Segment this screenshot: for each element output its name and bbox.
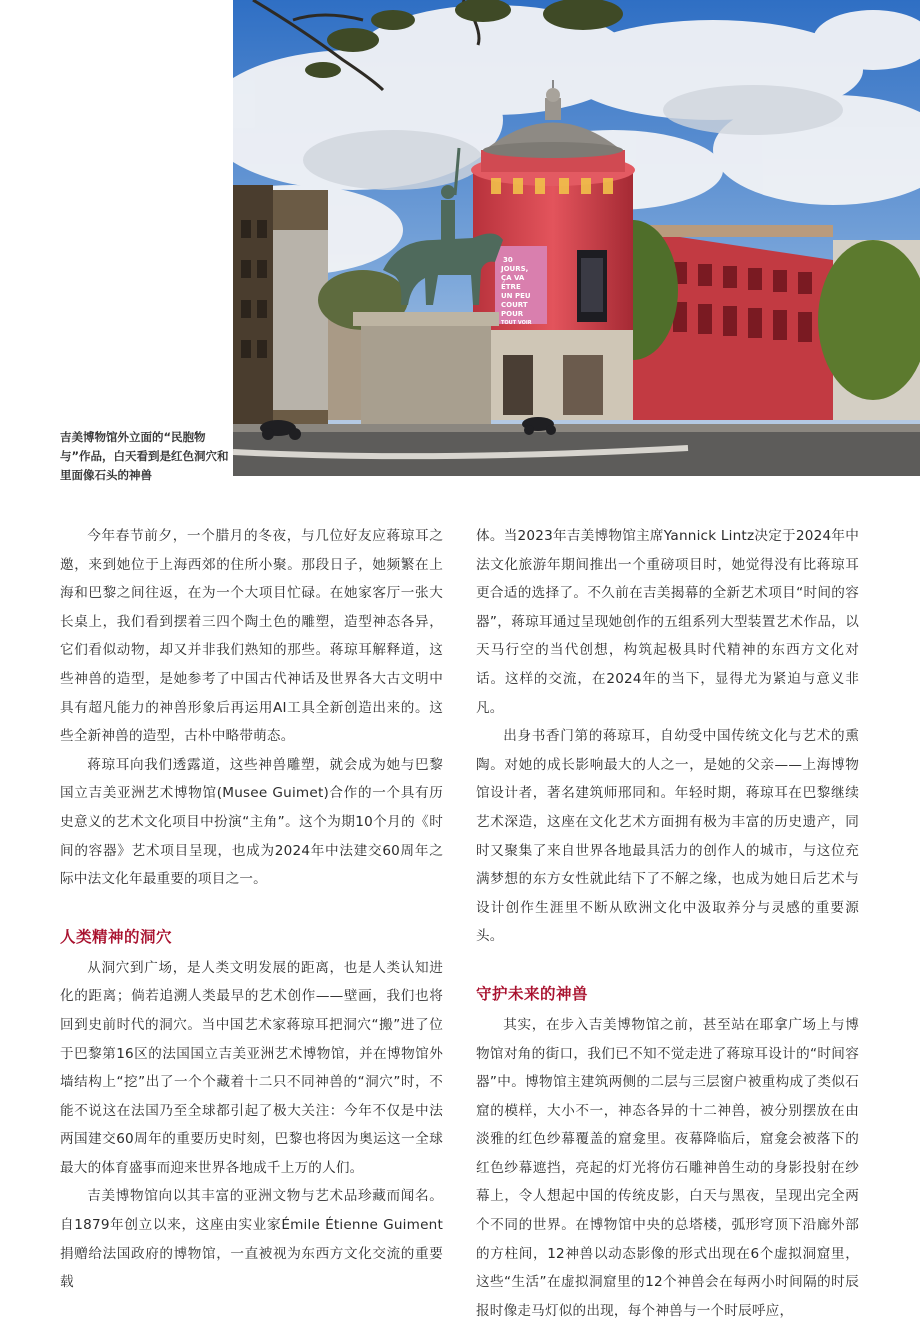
svg-text:ÊTRE: ÊTRE [501,283,521,291]
museum-photo [233,0,920,476]
section-heading: 人类精神的洞穴 [60,926,173,946]
paragraph: 体。当2023年吉美博物馆主席Yannick Lintz决定于2024年中法文化旅游年期间推出一个重磅项目时，她觉得没有比蒋琼耳更合适的选择了。不久前在吉美揭幕的全新艺术项目“时间的容器”，蒋琼耳通过呈现她创作的五组系列大型装置艺术作品，以天马行空的当代创想，构筑起极具时代精神的东西方文化对话。这样的交流，在2024年的当下，显得尤为紧迫与意义非凡。 [476,528,859,716]
svg-text:ÇA VA: ÇA VA [501,274,525,282]
paragraph: 出身书香门第的蒋琼耳，自幼受中国传统文化与艺术的熏陶。对她的成长影响最大的人之一，是她的父亲——上海博物馆设计者，著名建筑师邢同和。年轻时期，蒋琼耳在巴黎继续艺术深造，这座在文化艺术方面拥有极为丰富的历史遗产，同时又聚集了来自世界各地最具活力的创作人的城市，与这位充满梦想的东方女性就此结下了不解之缘，也成为她日后艺术与设计创作生涯里不断从欧洲文化中汲取养分与灵感的重要源头。 [476,728,859,945]
svg-text:POUR: POUR [501,310,524,318]
svg-text:UN PEU: UN PEU [501,292,531,300]
paragraph: 其实，在步入吉美博物馆之前，甚至站在耶拿广场上与博物馆对角的街口，我们已不知不觉走进了蒋琼耳设计的“时间容器”中。博物馆主建筑两侧的二层与三层窗户被重构成了类似石窟的模样，大小不一，神态各异的十二神兽，被分别摆放在由淡雅的红色纱幕覆盖的窟龛里。夜幕降临后，窟龛会被落下的红色纱幕遮挡，亮起的灯光将仿石雕神兽生动的身影投射在纱幕上，令人想起中国的传统皮影，白天与黑夜，呈现出完全两个不同的世界。在博物馆中央的总塔楼，弧形穹顶下沿廊外部的方柱间，12神兽以动态影像的形式出现在6个虚拟洞窟里，这些“生活”在虚拟洞窟里的12个神兽会在每两小时间隔的时辰报时像走马灯似的出现，每个神兽与一个时辰呼应， [476,1016,859,1319]
paragraph: 今年春节前夕，一个腊月的冬夜，与几位好友应蒋琼耳之邀，来到她位于上海西郊的住所小聚。那段日子，她频繁在上海和巴黎之间往返，在为一个大项目忙碌。在她家客厅一张大长桌上，我们看到摆着三四个陶土色的雕塑，造型神态各异，它们看似动物，却又并非我们熟知的那些。蒋琼耳解释道，这些神兽的造型，是她参考了中国古代神话及世界各大古文明中具有超凡能力的神兽形象后再运用AI工具全新创造出来的。这些全新神兽的造型，古朴中略带萌态。 [60,528,443,745]
section-heading: 守护未来的神兽 [476,983,589,1003]
svg-text:COURT: COURT [501,301,528,309]
left-column [60,522,443,1297]
svg-text:30: 30 [503,256,513,264]
svg-text:JOURS,: JOURS, [501,265,529,273]
paragraph: 从洞穴到广场，是人类文明发展的距离，也是人类认知进化的距离；倘若追溯人类最早的艺术创作——壁画，我们也将回到史前时代的洞穴。当中国艺术家蒋琼耳把洞穴“搬”进了位于巴黎第16区的法国国立吉美亚洲艺术博物馆，并在博物馆外墙结构上“挖”出了一个个藏着十二只不同神兽的“洞穴”时，不能不说这在法国乃至全球都引起了极大关注：今年不仅是中法两国建交60周年的重要历史时刻，巴黎也将因为奥运这一全球最大的体育盛事而迎来世界各地成千上万的人们。 [60,959,443,1176]
paragraph: 蒋琼耳向我们透露道，这些神兽雕塑，就会成为她与巴黎国立吉美亚洲艺术博物馆(Musee Guimet)合作的一个具有历史意义的艺术文化项目中扮演“主角”。这个为期10个月的《时间的容器》艺术项目呈现，也成为2024年中法建交60周年之际中法文化年最重要的项目之一。 [60,756,443,888]
paragraph: 吉美博物馆向以其丰富的亚洲文物与艺术品珍藏而闻名。自1879年创立以来，这座由实业家Émile Étienne Guiment捐赠给法国政府的博物馆，一直被视为东西方文化交流的重要载 [60,1188,443,1291]
photo-caption: 吉美博物馆外立面的“民胞物与”作品，白天看到是红色洞穴和里面像石头的神兽 [60,430,229,482]
right-column [476,522,859,1325]
svg-text:TOUT VOIR: TOUT VOIR [501,320,532,326]
